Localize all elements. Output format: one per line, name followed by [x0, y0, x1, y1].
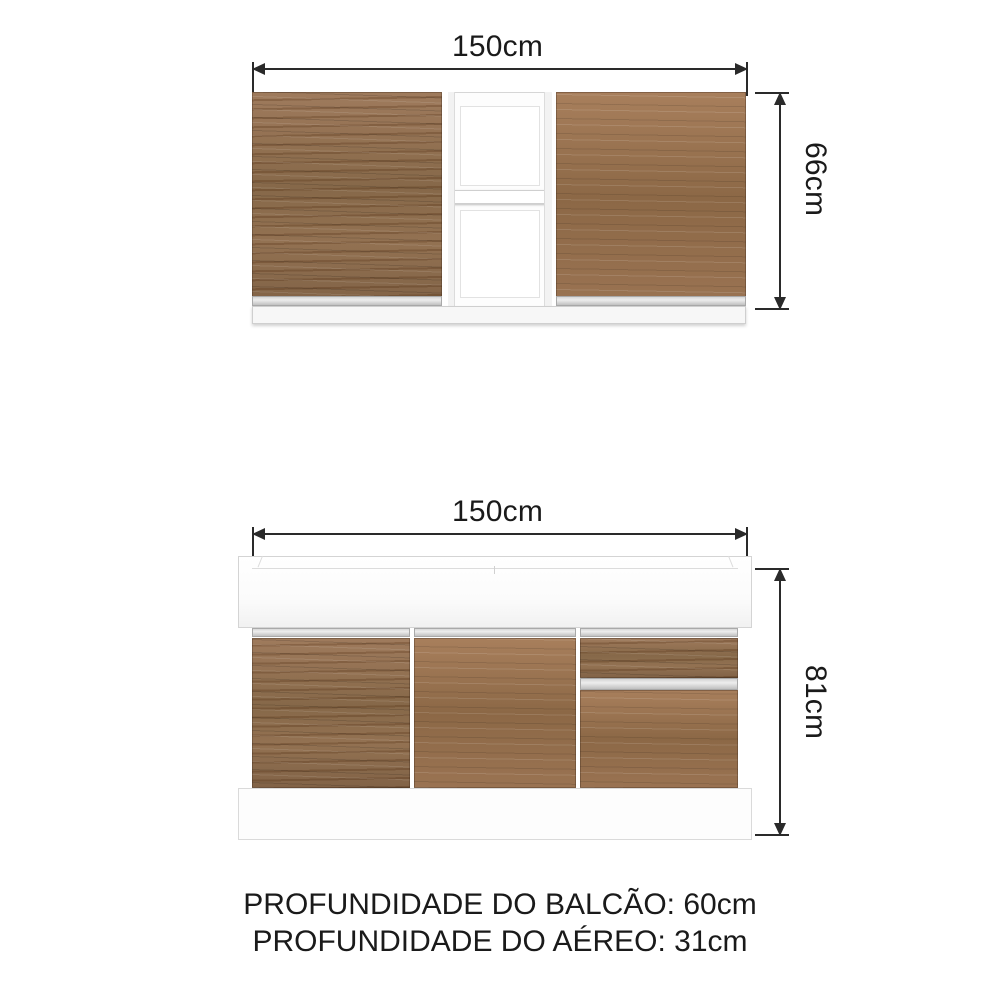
upper-height-tick-bottom [755, 308, 789, 310]
upper-height-tick-top [755, 92, 789, 94]
lower-door-center[interactable] [414, 638, 576, 788]
upper-width-label: 150cm [452, 30, 544, 63]
caption-aereo-depth: PROFUNDIDADE DO AÉREO: 31cm [252, 925, 748, 958]
upper-width-dimension-line [252, 68, 748, 70]
upper-niche-shelf [450, 190, 550, 204]
upper-door-right[interactable] [556, 92, 746, 305]
upper-niche-top-opening [460, 106, 540, 186]
lower-toe-kick [238, 788, 752, 840]
upper-niche-left-side [448, 92, 455, 308]
upper-left-door-handle[interactable] [252, 296, 442, 306]
upper-cabinet-base [252, 306, 746, 324]
lower-countertop [238, 556, 752, 628]
lower-drawer-top-rail[interactable] [580, 628, 738, 637]
caption-balcao-depth: PROFUNDIDADE DO BALCÃO: 60cm [243, 888, 757, 921]
lower-height-dimension-line [779, 568, 781, 836]
lower-height-label: 81cm [799, 665, 832, 740]
lower-width-label: 150cm [452, 495, 544, 528]
upper-door-left[interactable] [252, 92, 442, 305]
lower-drawer-handle[interactable] [580, 678, 738, 690]
upper-height-label: 66cm [799, 142, 832, 217]
upper-height-dimension-line [779, 92, 781, 310]
upper-width-tick-right [746, 62, 748, 96]
lower-cabinet [238, 556, 752, 840]
upper-width-tick-left [252, 62, 254, 96]
upper-cabinet [252, 92, 746, 324]
countertop-back-edge [252, 568, 738, 569]
lower-height-tick-bottom [755, 834, 789, 836]
lower-left-door-top-rail[interactable] [252, 628, 410, 637]
lower-door-left[interactable] [252, 638, 410, 788]
upper-niche-bottom-opening [460, 210, 540, 298]
lower-center-door-top-rail[interactable] [414, 628, 576, 637]
lower-height-tick-top [755, 568, 789, 570]
lower-door-right[interactable] [580, 690, 738, 788]
lower-drawer-right[interactable] [580, 638, 738, 678]
countertop-center-mark [494, 566, 495, 574]
upper-niche-right-side [544, 92, 552, 308]
upper-right-door-handle[interactable] [556, 296, 746, 306]
lower-width-dimension-line [252, 533, 748, 535]
